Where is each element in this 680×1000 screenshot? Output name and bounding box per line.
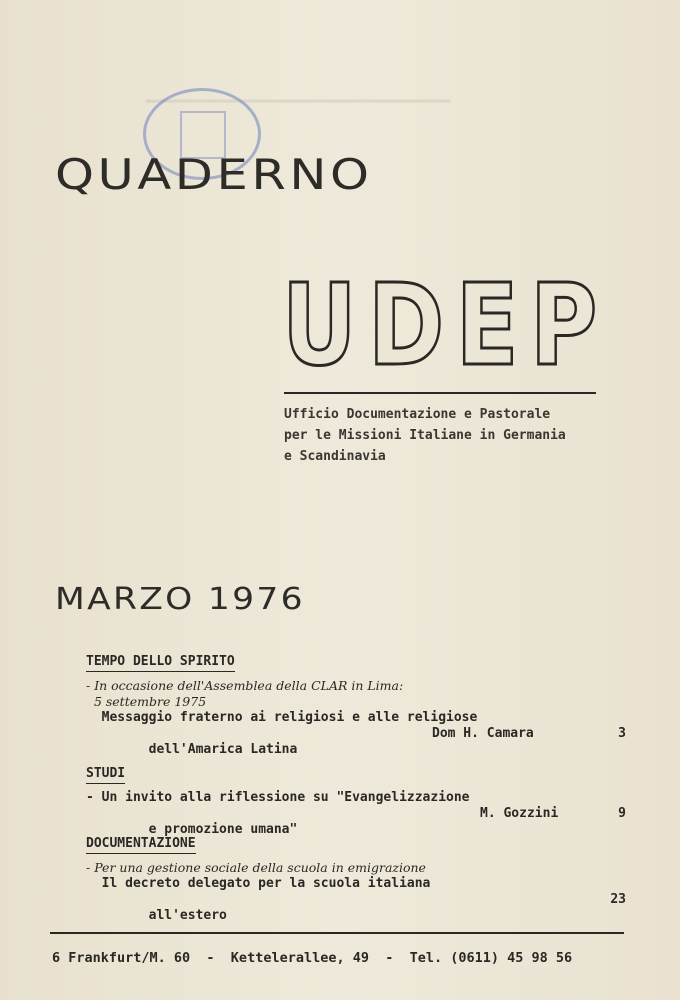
publisher-line: per le Missioni Italiane in Germania — [284, 428, 566, 443]
toc-line-text: dell'Amarica Latina — [132, 742, 298, 757]
publisher-line: e Scandinavia — [284, 449, 386, 464]
toc-page-number: 9 — [618, 806, 626, 821]
toc-section-tempo — [86, 654, 626, 757]
publisher-block — [284, 404, 566, 467]
section-heading: TEMPO DELLO SPIRITO — [86, 654, 235, 672]
toc-author: Dom H. Camara — [432, 726, 534, 741]
footer-address: 6 Frankfurt/M. 60 - Kettelerallee, 49 - Tel. (0611) 45 98 56 — [52, 950, 573, 966]
publisher-line: Ufficio Documentazione e Pastorale — [284, 407, 551, 422]
footer-rule — [50, 932, 624, 934]
toc-line-text: all'estero — [132, 908, 227, 923]
section-heading: STUDI — [86, 766, 125, 784]
toc-section-studi — [86, 766, 626, 837]
toc-line: - Per una gestione sociale della scuola in emigrazione — [86, 860, 426, 875]
toc-line-last — [86, 806, 626, 837]
toc-line-last — [86, 726, 626, 757]
logo-underline — [284, 392, 596, 394]
toc-line: Messaggio fraterno ai religiosi e alle religiose — [86, 710, 478, 725]
toc-line-last — [86, 892, 626, 923]
toc-page-number: 23 — [610, 892, 626, 907]
toc-line-text: e promozione umana" — [132, 822, 298, 837]
issue-date: MARZO 1976 — [55, 582, 305, 617]
toc-line: - Un invito alla riflessione su "Evangelizzazione — [86, 790, 470, 805]
toc-line: - In occasione dell'Assemblea della CLAR in Lima: — [86, 678, 404, 693]
publication-title: QUADERNO — [55, 150, 373, 199]
toc-author: M. Gozzini — [480, 806, 559, 821]
section-heading: DOCUMENTAZIONE — [86, 836, 196, 854]
toc-line: Il decreto delegato per la scuola italiana — [86, 876, 431, 891]
toc-section-documentazione — [86, 836, 626, 923]
toc-page-number: 3 — [618, 726, 626, 741]
udep-logo: UDEP — [282, 261, 609, 391]
toc-line: 5 settembre 1975 — [86, 694, 207, 709]
bleed-through-text: ▬▬▬▬▬▬▬▬▬▬▬▬▬▬▬▬▬▬▬▬▬▬▬▬▬▬▬▬▬▬▬▬▬▬▬▬▬▬▬▬▬▬▬▬▬▬ — [145, 94, 451, 107]
